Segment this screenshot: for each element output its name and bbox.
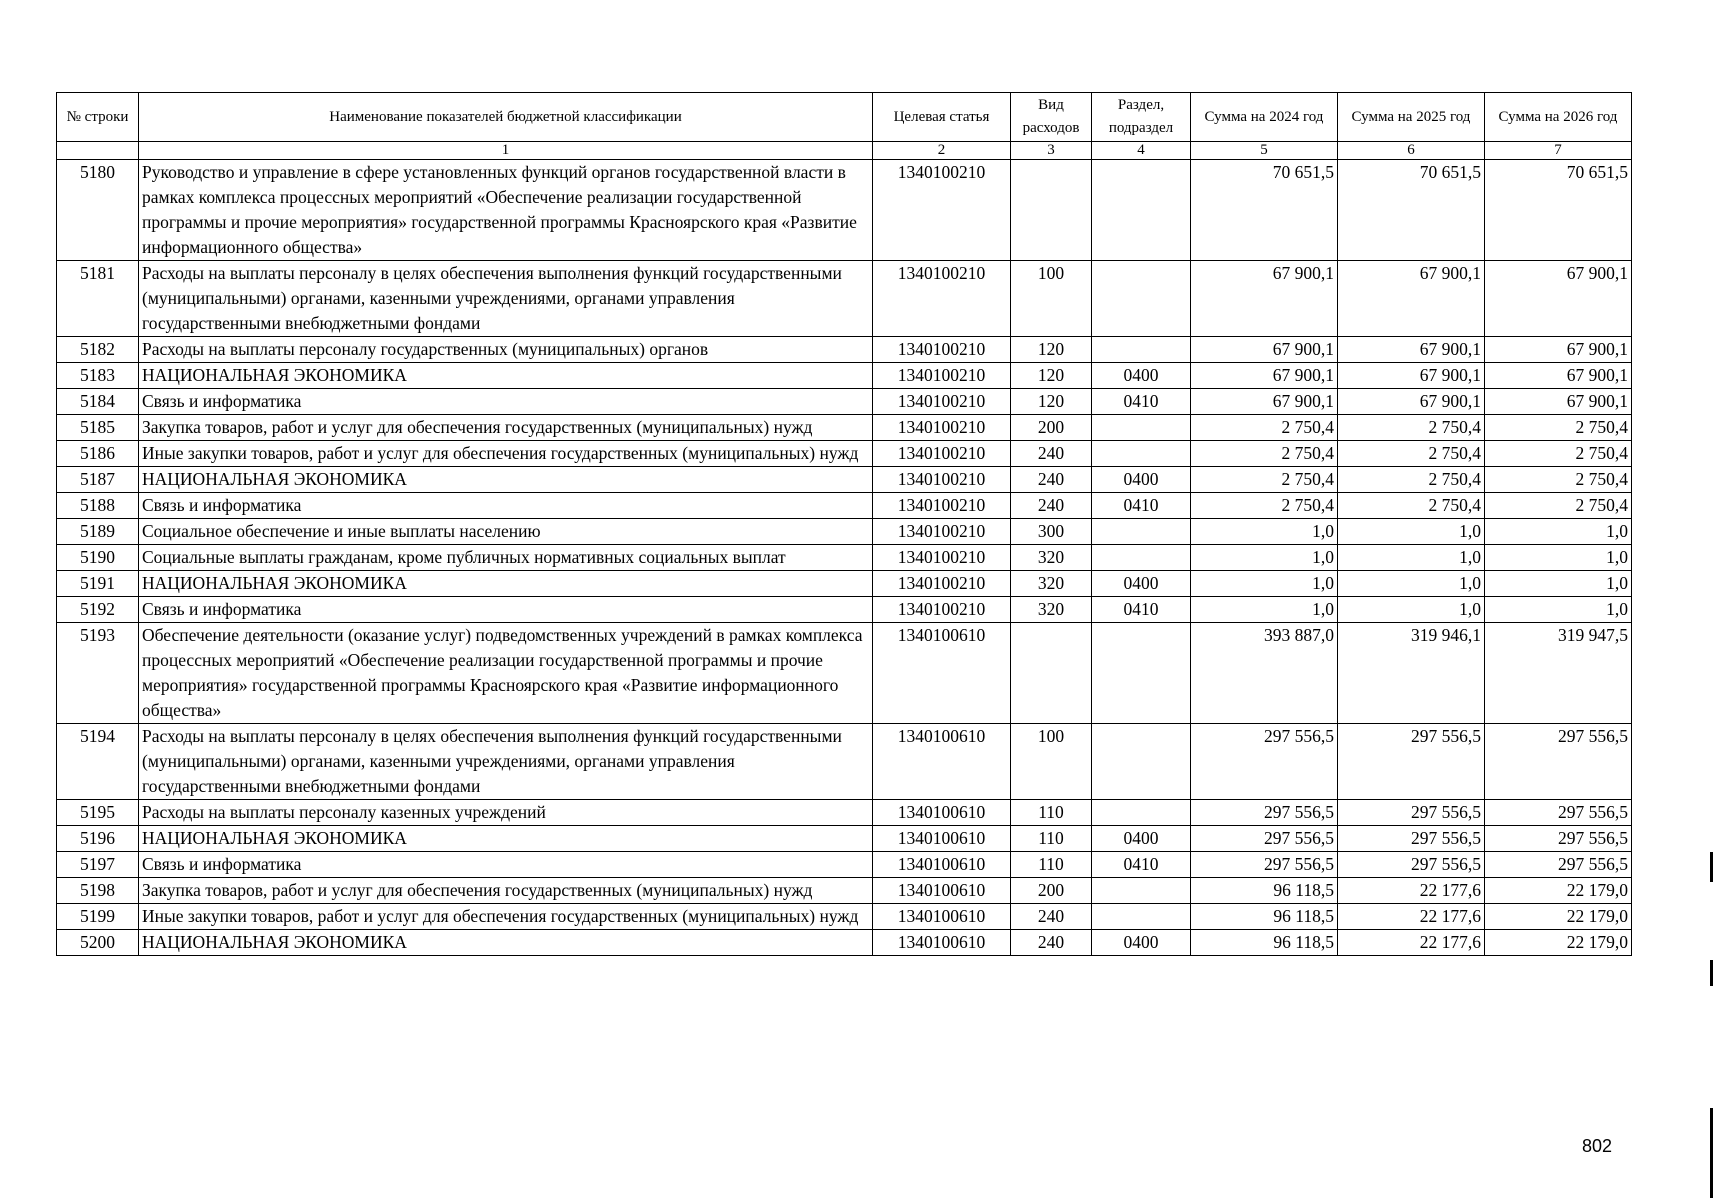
row-number: 5182 — [57, 337, 139, 363]
expense-type-code: 200 — [1011, 878, 1092, 904]
sum-2024: 1,0 — [1191, 571, 1338, 597]
section-code: 0400 — [1092, 930, 1191, 956]
expense-type-code: 320 — [1011, 597, 1092, 623]
sum-2024: 67 900,1 — [1191, 261, 1338, 337]
column-number: 1 — [139, 142, 873, 160]
expense-type-code: 100 — [1011, 261, 1092, 337]
sum-2026: 1,0 — [1485, 597, 1632, 623]
indicator-name: Связь и информатика — [139, 493, 873, 519]
section-code: 0410 — [1092, 852, 1191, 878]
sum-2024: 67 900,1 — [1191, 389, 1338, 415]
section-code — [1092, 904, 1191, 930]
sum-2026: 1,0 — [1485, 545, 1632, 571]
sum-2024: 67 900,1 — [1191, 337, 1338, 363]
row-number: 5192 — [57, 597, 139, 623]
section-code — [1092, 261, 1191, 337]
target-item-code: 1340100210 — [873, 261, 1011, 337]
sum-2025: 67 900,1 — [1338, 363, 1485, 389]
table-row — [57, 852, 1632, 878]
row-number: 5186 — [57, 441, 139, 467]
header-expense-type: Вид расходов — [1011, 93, 1092, 142]
expense-type-code — [1011, 623, 1092, 724]
header-row-number: № строки — [57, 93, 139, 142]
row-number: 5188 — [57, 493, 139, 519]
expense-type-code: 100 — [1011, 724, 1092, 800]
table-row — [57, 389, 1632, 415]
sum-2025: 297 556,5 — [1338, 852, 1485, 878]
indicator-name: Руководство и управление в сфере установленных функций органов государственной власти в рамках комплекса процессных мероприятий «Обеспечение реализации государственной программы и прочие мероприятия» государственной программы Красноярского края «Развитие информационного общества» — [139, 160, 873, 261]
sum-2024: 297 556,5 — [1191, 724, 1338, 800]
table-body — [57, 160, 1632, 956]
table-row — [57, 597, 1632, 623]
expense-type-code: 240 — [1011, 441, 1092, 467]
sum-2026: 67 900,1 — [1485, 261, 1632, 337]
sum-2024: 2 750,4 — [1191, 493, 1338, 519]
target-item-code: 1340100210 — [873, 545, 1011, 571]
sum-2026: 319 947,5 — [1485, 623, 1632, 724]
expense-type-code: 320 — [1011, 545, 1092, 571]
table-row — [57, 160, 1632, 261]
sum-2024: 96 118,5 — [1191, 930, 1338, 956]
section-code — [1092, 160, 1191, 261]
indicator-name: НАЦИОНАЛЬНАЯ ЭКОНОМИКА — [139, 363, 873, 389]
expense-type-code: 110 — [1011, 800, 1092, 826]
row-number: 5198 — [57, 878, 139, 904]
page-number: 802 — [1582, 1136, 1613, 1156]
sum-2025: 67 900,1 — [1338, 389, 1485, 415]
column-number: 6 — [1338, 142, 1485, 160]
header-indicator-name: Наименование показателей бюджетной классификации — [139, 93, 873, 142]
indicator-name: Расходы на выплаты персоналу государственных (муниципальных) органов — [139, 337, 873, 363]
indicator-name: Расходы на выплаты персоналу казенных учреждений — [139, 800, 873, 826]
header-sum-2026: Сумма на 2026 год — [1485, 93, 1632, 142]
expense-type-code: 120 — [1011, 337, 1092, 363]
target-item-code: 1340100210 — [873, 415, 1011, 441]
target-item-code: 1340100210 — [873, 389, 1011, 415]
indicator-name: Иные закупки товаров, работ и услуг для обеспечения государственных (муниципальных) нужд — [139, 904, 873, 930]
row-number: 5185 — [57, 415, 139, 441]
table-row — [57, 800, 1632, 826]
table-row — [57, 878, 1632, 904]
column-number-row — [57, 142, 1632, 160]
sum-2025: 1,0 — [1338, 571, 1485, 597]
expense-type-code: 240 — [1011, 930, 1092, 956]
column-number: 4 — [1092, 142, 1191, 160]
indicator-name: Расходы на выплаты персоналу в целях обеспечения выполнения функций государственными (муниципальными) органами, казенными учреждениями, органами управления государственными внебюджетными фондами — [139, 261, 873, 337]
target-item-code: 1340100610 — [873, 930, 1011, 956]
row-number: 5181 — [57, 261, 139, 337]
expense-type-code: 200 — [1011, 415, 1092, 441]
sum-2025: 1,0 — [1338, 519, 1485, 545]
sum-2024: 2 750,4 — [1191, 441, 1338, 467]
sum-2024: 297 556,5 — [1191, 800, 1338, 826]
expense-type-code: 240 — [1011, 493, 1092, 519]
section-code — [1092, 545, 1191, 571]
sum-2025: 70 651,5 — [1338, 160, 1485, 261]
section-code — [1092, 623, 1191, 724]
row-number: 5183 — [57, 363, 139, 389]
row-number: 5191 — [57, 571, 139, 597]
sum-2026: 67 900,1 — [1485, 363, 1632, 389]
indicator-name: Закупка товаров, работ и услуг для обеспечения государственных (муниципальных) нужд — [139, 415, 873, 441]
sum-2025: 297 556,5 — [1338, 724, 1485, 800]
section-code: 0400 — [1092, 467, 1191, 493]
sum-2026: 297 556,5 — [1485, 724, 1632, 800]
sum-2025: 2 750,4 — [1338, 441, 1485, 467]
sum-2025: 297 556,5 — [1338, 826, 1485, 852]
sum-2024: 2 750,4 — [1191, 467, 1338, 493]
section-code: 0410 — [1092, 597, 1191, 623]
row-number: 5180 — [57, 160, 139, 261]
sum-2025: 22 177,6 — [1338, 904, 1485, 930]
table-row — [57, 493, 1632, 519]
table-row — [57, 415, 1632, 441]
sum-2025: 2 750,4 — [1338, 467, 1485, 493]
indicator-name: Иные закупки товаров, работ и услуг для обеспечения государственных (муниципальных) нужд — [139, 441, 873, 467]
sum-2026: 22 179,0 — [1485, 878, 1632, 904]
row-number: 5184 — [57, 389, 139, 415]
indicator-name: НАЦИОНАЛЬНАЯ ЭКОНОМИКА — [139, 571, 873, 597]
sum-2026: 2 750,4 — [1485, 441, 1632, 467]
expense-type-code: 110 — [1011, 826, 1092, 852]
sum-2024: 70 651,5 — [1191, 160, 1338, 261]
row-number: 5196 — [57, 826, 139, 852]
expense-type-code: 300 — [1011, 519, 1092, 545]
header-sum-2024: Сумма на 2024 год — [1191, 93, 1338, 142]
sum-2024: 1,0 — [1191, 597, 1338, 623]
sum-2024: 1,0 — [1191, 519, 1338, 545]
row-number: 5189 — [57, 519, 139, 545]
row-number: 5194 — [57, 724, 139, 800]
sum-2024: 96 118,5 — [1191, 904, 1338, 930]
target-item-code: 1340100210 — [873, 467, 1011, 493]
target-item-code: 1340100210 — [873, 441, 1011, 467]
sum-2025: 1,0 — [1338, 597, 1485, 623]
sum-2026: 2 750,4 — [1485, 467, 1632, 493]
column-number: 5 — [1191, 142, 1338, 160]
sum-2025: 22 177,6 — [1338, 930, 1485, 956]
sum-2024: 297 556,5 — [1191, 852, 1338, 878]
target-item-code: 1340100210 — [873, 363, 1011, 389]
table-row — [57, 904, 1632, 930]
sum-2024: 96 118,5 — [1191, 878, 1338, 904]
row-number: 5200 — [57, 930, 139, 956]
sum-2024: 1,0 — [1191, 545, 1338, 571]
sum-2024: 393 887,0 — [1191, 623, 1338, 724]
target-item-code: 1340100610 — [873, 800, 1011, 826]
target-item-code: 1340100210 — [873, 337, 1011, 363]
indicator-name: НАЦИОНАЛЬНАЯ ЭКОНОМИКА — [139, 930, 873, 956]
indicator-name: Связь и информатика — [139, 389, 873, 415]
table-row — [57, 337, 1632, 363]
expense-type-code: 110 — [1011, 852, 1092, 878]
target-item-code: 1340100210 — [873, 519, 1011, 545]
section-code — [1092, 800, 1191, 826]
column-number: 3 — [1011, 142, 1092, 160]
sum-2026: 297 556,5 — [1485, 826, 1632, 852]
section-code — [1092, 337, 1191, 363]
target-item-code: 1340100610 — [873, 623, 1011, 724]
row-number: 5187 — [57, 467, 139, 493]
column-number: 7 — [1485, 142, 1632, 160]
table-row — [57, 545, 1632, 571]
row-number: 5195 — [57, 800, 139, 826]
target-item-code: 1340100610 — [873, 852, 1011, 878]
indicator-name: Социальные выплаты гражданам, кроме публичных нормативных социальных выплат — [139, 545, 873, 571]
scan-edge-mark — [1710, 852, 1713, 882]
sum-2025: 297 556,5 — [1338, 800, 1485, 826]
target-item-code: 1340100610 — [873, 826, 1011, 852]
section-code: 0400 — [1092, 363, 1191, 389]
sum-2025: 2 750,4 — [1338, 415, 1485, 441]
header-section: Раздел, подраздел — [1092, 93, 1191, 142]
table-row — [57, 930, 1632, 956]
sum-2025: 1,0 — [1338, 545, 1485, 571]
expense-type-code: 120 — [1011, 389, 1092, 415]
target-item-code: 1340100210 — [873, 597, 1011, 623]
scan-edge-mark — [1710, 960, 1713, 986]
table-row — [57, 724, 1632, 800]
sum-2026: 22 179,0 — [1485, 930, 1632, 956]
header-sum-2025: Сумма на 2025 год — [1338, 93, 1485, 142]
sum-2025: 67 900,1 — [1338, 337, 1485, 363]
sum-2026: 22 179,0 — [1485, 904, 1632, 930]
indicator-name: Связь и информатика — [139, 597, 873, 623]
target-item-code: 1340100610 — [873, 904, 1011, 930]
target-item-code: 1340100610 — [873, 878, 1011, 904]
table-row — [57, 441, 1632, 467]
column-number — [57, 142, 139, 160]
section-code: 0410 — [1092, 389, 1191, 415]
sum-2024: 297 556,5 — [1191, 826, 1338, 852]
budget-table — [56, 92, 1632, 956]
sum-2024: 2 750,4 — [1191, 415, 1338, 441]
section-code — [1092, 724, 1191, 800]
section-code: 0410 — [1092, 493, 1191, 519]
section-code — [1092, 878, 1191, 904]
sum-2026: 2 750,4 — [1485, 415, 1632, 441]
indicator-name: Обеспечение деятельности (оказание услуг) подведомственных учреждений в рамках комплекса процессных мероприятий «Обеспечение реализации государственной программы и прочие мероприятия» государственной программы Красноярского края «Развитие информационного общества» — [139, 623, 873, 724]
sum-2026: 297 556,5 — [1485, 852, 1632, 878]
table-row — [57, 571, 1632, 597]
indicator-name: Социальное обеспечение и иные выплаты населению — [139, 519, 873, 545]
sum-2024: 67 900,1 — [1191, 363, 1338, 389]
indicator-name: Расходы на выплаты персоналу в целях обеспечения выполнения функций государственными (муниципальными) органами, казенными учреждениями, органами управления государственными внебюджетными фондами — [139, 724, 873, 800]
indicator-name: НАЦИОНАЛЬНАЯ ЭКОНОМИКА — [139, 467, 873, 493]
target-item-code: 1340100210 — [873, 571, 1011, 597]
sum-2026: 67 900,1 — [1485, 337, 1632, 363]
indicator-name: НАЦИОНАЛЬНАЯ ЭКОНОМИКА — [139, 826, 873, 852]
sum-2026: 1,0 — [1485, 519, 1632, 545]
row-number: 5197 — [57, 852, 139, 878]
sum-2025: 319 946,1 — [1338, 623, 1485, 724]
scan-edge-mark — [1710, 1108, 1713, 1198]
header-target-item: Целевая статья — [873, 93, 1011, 142]
target-item-code: 1340100210 — [873, 493, 1011, 519]
table-row — [57, 363, 1632, 389]
sum-2026: 2 750,4 — [1485, 493, 1632, 519]
expense-type-code: 320 — [1011, 571, 1092, 597]
expense-type-code: 120 — [1011, 363, 1092, 389]
section-code — [1092, 519, 1191, 545]
row-number: 5199 — [57, 904, 139, 930]
sum-2026: 70 651,5 — [1485, 160, 1632, 261]
table-row — [57, 826, 1632, 852]
section-code — [1092, 415, 1191, 441]
sum-2026: 297 556,5 — [1485, 800, 1632, 826]
target-item-code: 1340100210 — [873, 160, 1011, 261]
sum-2025: 22 177,6 — [1338, 878, 1485, 904]
indicator-name: Связь и информатика — [139, 852, 873, 878]
table-header — [57, 93, 1632, 160]
sum-2025: 2 750,4 — [1338, 493, 1485, 519]
expense-type-code: 240 — [1011, 467, 1092, 493]
indicator-name: Закупка товаров, работ и услуг для обеспечения государственных (муниципальных) нужд — [139, 878, 873, 904]
target-item-code: 1340100610 — [873, 724, 1011, 800]
row-number: 5193 — [57, 623, 139, 724]
expense-type-code — [1011, 160, 1092, 261]
table-row — [57, 519, 1632, 545]
table-row — [57, 261, 1632, 337]
row-number: 5190 — [57, 545, 139, 571]
section-code — [1092, 441, 1191, 467]
expense-type-code: 240 — [1011, 904, 1092, 930]
column-number: 2 — [873, 142, 1011, 160]
section-code: 0400 — [1092, 571, 1191, 597]
header-row — [57, 93, 1632, 142]
table-row — [57, 467, 1632, 493]
sum-2026: 67 900,1 — [1485, 389, 1632, 415]
sum-2026: 1,0 — [1485, 571, 1632, 597]
sum-2025: 67 900,1 — [1338, 261, 1485, 337]
section-code: 0400 — [1092, 826, 1191, 852]
table-row — [57, 623, 1632, 724]
